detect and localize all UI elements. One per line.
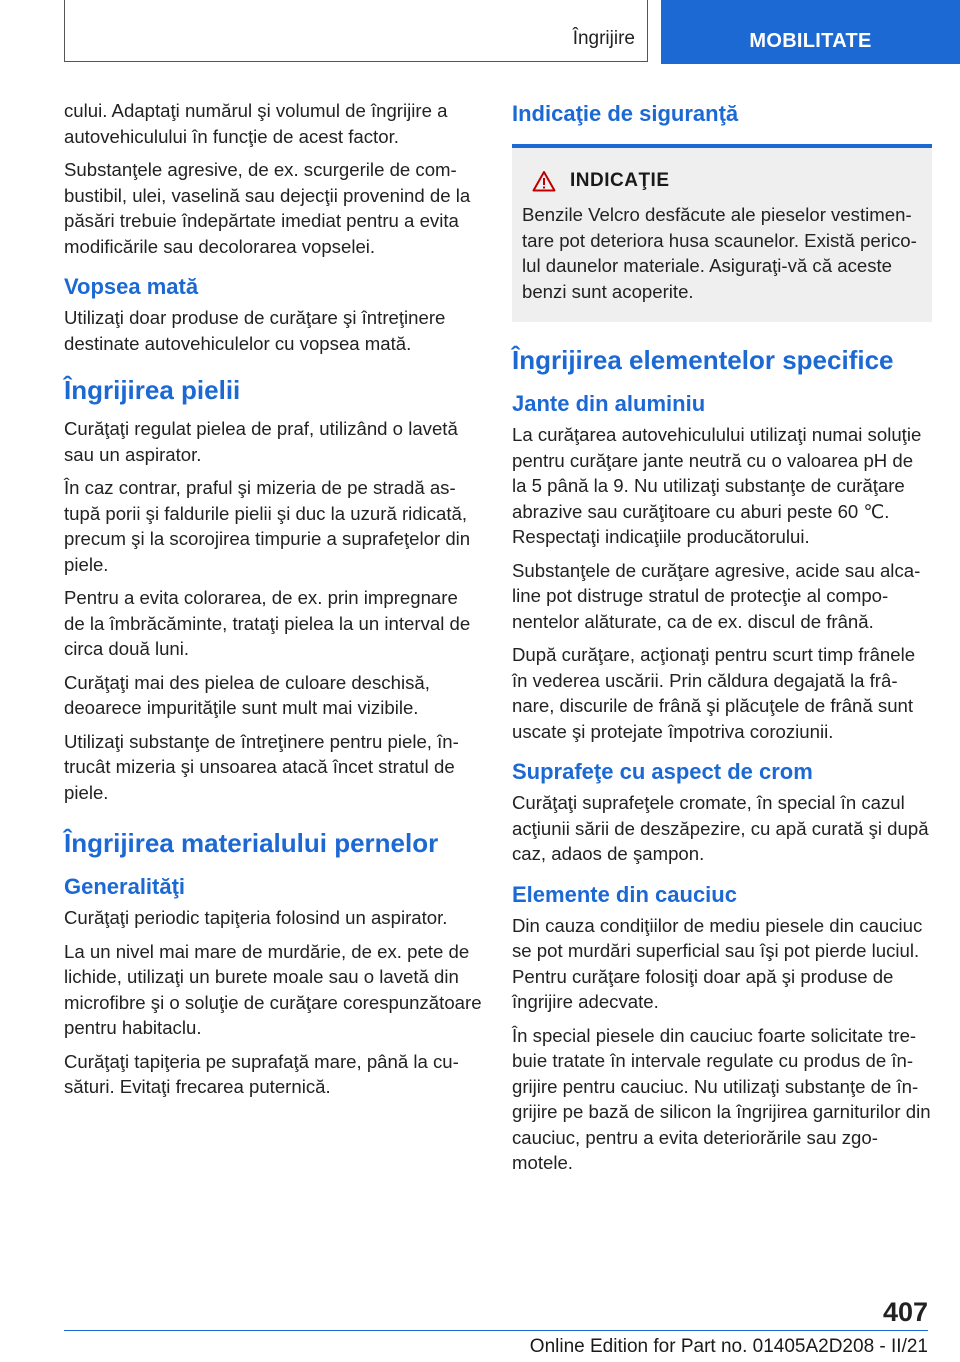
safety-notice-box [512, 144, 932, 322]
paragraph: Curăţaţi suprafeţele cromate, în special în cazul acţiunii sării de deszăpezire, cu apă curată şi după caz, adaos de şampon. [512, 792, 929, 864]
notice-text: Benzile Velcro desfăcute ale pieselor vestimentare pot deteriora husa scaunelor. Există pericolul daunelor materiale. Asiguraţi-vă că aceste benzi sunt acoperite. [522, 204, 917, 302]
paragraph: Substanţele de curăţare agresive, acide sau alcaline pot distruge stratul de protecţie al componentelor alăturate, ca de ex. discul de frână. [512, 559, 921, 632]
heading-jante-aluminiu: Jante din aluminiu [512, 391, 706, 416]
heading-materialul-pernelor: Îngrijirea materialului pernelor [64, 828, 439, 858]
page-header [0, 0, 960, 64]
paragraph: După curăţare, acţionaţi pentru scurt timp frânele în vederea uscării. Prin căldura degajată la frânare, discurile de frână şi plăcuţele de frână sunt uscate şi protejate împotriva coroziunii. [512, 644, 916, 742]
notice-header [522, 148, 922, 192]
header-chapter-tab: MOBILITATE [661, 0, 960, 64]
heading-elemente-cauciuc: Elemente din cauciuc [512, 881, 737, 907]
footer-divider [64, 1330, 928, 1331]
paragraph: La curăţarea autovehiculului utilizaţi numai soluţie pentru curăţare jante neutră cu o valoarea pH de la 5 până la 9. Nu utilizaţi substanţe de curăţare abrazive sau curăţitoare cu aburi peste 60 ℃. Respectaţi indicaţiile producătorului. [512, 424, 922, 547]
paragraph: Curăţaţi regulat pielea de praf, utilizând o lavetă sau un aspirator. [64, 418, 458, 465]
paragraph: Curăţaţi mai des pielea de culoare deschisă, deoarece impurităţile sunt mult mai vizibile. [64, 671, 430, 718]
heading-suprafete-crom: Suprafeţe cu aspect de crom [512, 759, 813, 784]
right-column [512, 98, 932, 1184]
paragraph: În caz contrar, praful şi mizeria de pe stradă astupă porii şi faldurile pielii şi duc la uzură ridicată, precum şi la scorojirea timpurie a suprafeţelor din piele. [64, 477, 471, 575]
paragraph: În special piesele din cauciuc foarte solicitate trebuie tratate în intervale regulate cu produs de îngrijire pentru cauciuc. Nu utilizaţi substanţe de îngrijire pe bază de silicon la îngrijirea garniturilor din cauciuc, pentru a evita deteriorările sau zgomotele. [512, 1024, 931, 1173]
heading-generalitati: Generalităţi [64, 874, 186, 899]
header-box [64, 0, 648, 62]
left-column [64, 98, 482, 1108]
warning-triangle-icon [532, 170, 556, 192]
paragraph: Substanţele agresive, de ex. scurgerile de combustibil, ulei, vaselină sau dejecţii provenind de la păsări trebuie îndepărtate imediat pentru a evita modificările sau decolorarea vopselei. [64, 159, 471, 257]
heading-indicatie-siguranta: Indicaţie de siguranţă [512, 101, 739, 126]
paragraph: Curăţaţi periodic tapiţeria folosind un aspirator. [64, 907, 448, 928]
paragraph: Din cauza condiţiilor de mediu piesele din cauciuc se pot murdări superficial sau îşi pot pierde luciul. Pentru curăţare folosiţi doar apă şi produse de îngrijire adecvate. [512, 914, 923, 1012]
heading-elemente-specifice: Îngrijirea elementelor specifice [512, 345, 894, 375]
paragraph: La un nivel mai mare de murdărie, de ex. pete de lichide, utilizaţi un burete moale sau o lavetă din microfibre şi o soluţie de curăţare corespunzătoare pentru habitaclu. [64, 940, 482, 1038]
paragraph: Pentru a evita colorarea, de ex. prin impregnare de la îmbrăcăminte, trataţi pielea la un interval de circa două luni. [64, 587, 471, 659]
paragraph: cului. Adaptaţi numărul şi volumul de îngrijire a autovehiculului în funcţie de acest factor. [64, 100, 448, 147]
paragraph: Utilizaţi substanţe de întreţinere pentru piele, întrucât mizeria şi unsoarea atacă încet stratul de piele. [64, 730, 459, 803]
paragraph: Curăţaţi tapiţeria pe suprafaţă mare, până la cusături. Evitaţi frecarea puternică. [64, 1050, 459, 1097]
heading-vopsea-mata: Vopsea mată [64, 274, 199, 299]
footer-edition: Online Edition for Part no. 01405A2D208 - II/21 [529, 1336, 928, 1357]
notice-title: INDICAŢIE [570, 170, 670, 191]
heading-ingrijirea-pielii: Îngrijirea pielii [64, 375, 241, 405]
header-section-title: Îngrijire [572, 28, 635, 49]
paragraph: Utilizaţi doar produse de curăţare şi întreţinere destinate autovehiculelor cu vopsea mată. [64, 307, 446, 354]
page-number: 407 [882, 1297, 928, 1327]
